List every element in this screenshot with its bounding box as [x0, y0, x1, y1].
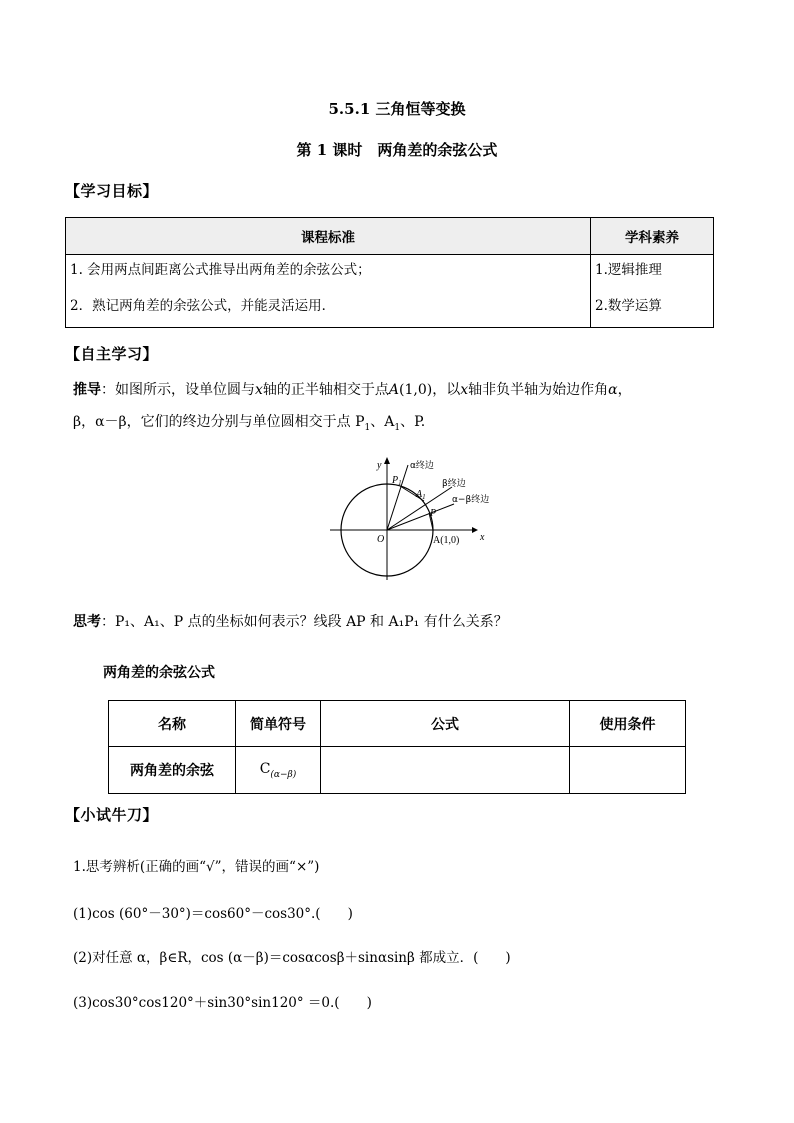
- beta-side-label: β终边: [442, 479, 466, 489]
- y-axis-arrow-icon: [384, 457, 390, 464]
- question-item: (1)cos (60°－30°)＝cos60°－cos30°.( ): [73, 906, 353, 922]
- a-label: A(1,0): [433, 535, 460, 546]
- formula-row-formula: [321, 747, 570, 794]
- formula-header-condition: 使用条件: [570, 701, 686, 747]
- question-item: (3)cos30°cos120°＋sin30°sin120° ＝0.( ): [73, 995, 372, 1011]
- x-axis-label: x: [480, 532, 485, 543]
- section-try-it: 【小试牛刀】: [65, 806, 159, 824]
- p-label: P: [430, 508, 437, 519]
- formula-row-symbol: $C_{(\alpha-\beta)}$: [236, 747, 321, 794]
- standard-item: 1. 会用两点间距离公式推导出两角差的余弦公式；: [70, 262, 371, 278]
- derivation-paragraph: 推导：如图所示，设单位圆与x轴的正半轴相交于点A(1,0)，以x轴非负半轴为始边作角α， β，α－β，它们的终边分别与单位圆相交于点 $P_1$、$A_1$、P.: [73, 382, 632, 433]
- p1-label: $P_1$: [392, 475, 402, 487]
- formula-row-condition: [570, 747, 686, 794]
- formula-table: [108, 700, 686, 794]
- question-item: (2)对任意 α，β∈R，cos (α－β)＝cosαcosβ＋sinαsinβ 都成立．( ): [73, 950, 511, 966]
- formula-header-symbol: 简单符号: [236, 701, 321, 747]
- page-title: 5.5.1 三角恒等变换: [328, 100, 466, 118]
- section-self-study: 【自主学习】: [65, 345, 159, 363]
- x-axis-arrow-icon: [472, 527, 478, 533]
- diff-side-label: α−β终边: [452, 495, 490, 505]
- goals-table: [65, 217, 714, 328]
- goals-header-literacy: 学科素养: [591, 218, 714, 255]
- standard-item: 2．熟记两角差的余弦公式，并能灵活运用．: [70, 298, 336, 314]
- formula-header-formula: 公式: [321, 701, 570, 747]
- derivation-label: 推导: [73, 382, 101, 398]
- page-subtitle: 第 1 课时 两角差的余弦公式: [296, 141, 498, 159]
- question-intro: 1.思考辨析(正确的画“√”，错误的画“×”): [73, 859, 320, 875]
- alpha-side-label: α终边: [410, 461, 434, 471]
- section-goals: 【学习目标】: [65, 182, 159, 200]
- formula-row-name: 两角差的余弦: [109, 747, 236, 794]
- think-label: 思考: [73, 614, 101, 630]
- formula-header-name: 名称: [109, 701, 236, 747]
- a1-label: $A_1$: [416, 489, 426, 501]
- goals-header-standard: 课程标准: [66, 218, 591, 255]
- unit-circle-figure: [320, 450, 510, 590]
- y-axis-label: y: [377, 460, 382, 471]
- formula-heading: 两角差的余弦公式: [103, 665, 215, 681]
- think-paragraph: 思考：P₁、A₁、P 点的坐标如何表示？线段 AP 和 A₁P₁ 有什么关系？: [73, 614, 508, 630]
- origin-label: O: [377, 534, 385, 545]
- literacy-item: 1.逻辑推理: [595, 262, 662, 278]
- literacy-item: 2.数学运算: [595, 298, 662, 314]
